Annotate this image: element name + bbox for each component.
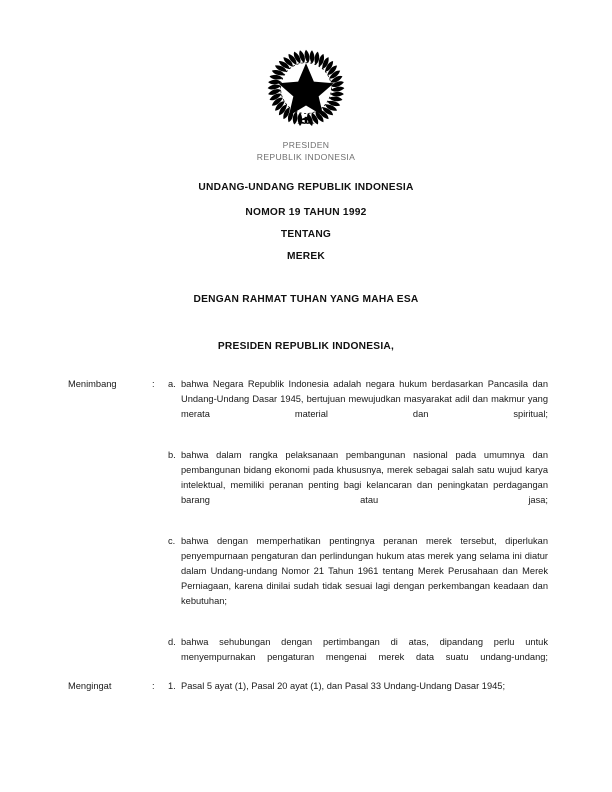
list-item: [168, 635, 548, 680]
section-items-mengingat: [168, 679, 548, 694]
list-item-marker: b.: [168, 450, 176, 460]
list-item: [168, 377, 548, 437]
section-items-menimbang: [168, 377, 548, 680]
document-number: NOMOR 19 TAHUN 1992: [245, 207, 367, 218]
list-item: [168, 448, 548, 523]
document-title: UNDANG-UNDANG REPUBLIK INDONESIA: [198, 182, 414, 193]
indonesian-presidential-seal-star-wreath-icon: [258, 44, 354, 136]
document-subject: MEREK: [286, 251, 326, 262]
list-item-marker: 1.: [168, 681, 176, 691]
list-item-text: bahwa dengan memperhatikan pentingnya peranan merek tersebut, diperlukan penyempurnaan pengaturan dan perlindungan hukum atas merek yang selama ini diatur dalam Undang-undang Nomor 21 Tahun 1961 tentang Merek Perusahaan dan Merek Perniagaan, karena dinilai sudah tidak sesuai lagi dengan perkembangan keadaan dan kebutuhan;: [181, 536, 548, 606]
about-label: TENTANG: [280, 229, 332, 240]
list-item-text: bahwa dalam rangka pelaksanaan pembangunan nasional pada umumnya dan pembangunan bidang ekonomi pada khususnya, merek sebagai salah satu wujud karya intelektual, memiliki peranan penting bagi kelancaran dan peningkatan perdagangan barang atau jasa;: [181, 450, 548, 505]
section-colon-menimbang: :: [152, 379, 155, 389]
list-item: [168, 679, 548, 694]
list-item-marker: a.: [168, 379, 176, 389]
emblem-caption-line1: PRESIDEN: [282, 140, 330, 150]
list-item-marker: d.: [168, 637, 176, 647]
list-item-text: bahwa Negara Republik Indonesia adalah negara hukum berdasarkan Pancasila dan Undang-Undang Dasar 1945, bertujuan mewujudkan masyarakat adil dan makmur yang merata material dan spiritual;: [181, 379, 548, 419]
issuer-line: PRESIDEN REPUBLIK INDONESIA,: [217, 341, 395, 352]
presidential-emblem-block: [0, 44, 612, 163]
list-item-marker: c.: [168, 536, 176, 546]
list-item-text: bahwa sehubungan dengan pertimbangan di atas, dipandang perlu untuk menyempurnakan pengaturan mengenai merek data suatu undang-undang;: [181, 637, 548, 662]
section-label-mengingat: Mengingat: [68, 681, 112, 691]
emblem-caption-line2: REPUBLIK INDONESIA: [256, 151, 356, 162]
emblem-caption: [0, 140, 612, 163]
blessing-line: DENGAN RAHMAT TUHAN YANG MAHA ESA: [193, 294, 419, 305]
section-label-menimbang: Menimbang: [68, 379, 117, 389]
section-menimbang: [68, 377, 548, 680]
section-mengingat: [68, 679, 548, 694]
section-colon-mengingat: :: [152, 681, 155, 691]
list-item-text: Pasal 5 ayat (1), Pasal 20 ayat (1), dan Pasal 33 Undang-Undang Dasar 1945;: [181, 681, 506, 691]
list-item: [168, 534, 548, 624]
